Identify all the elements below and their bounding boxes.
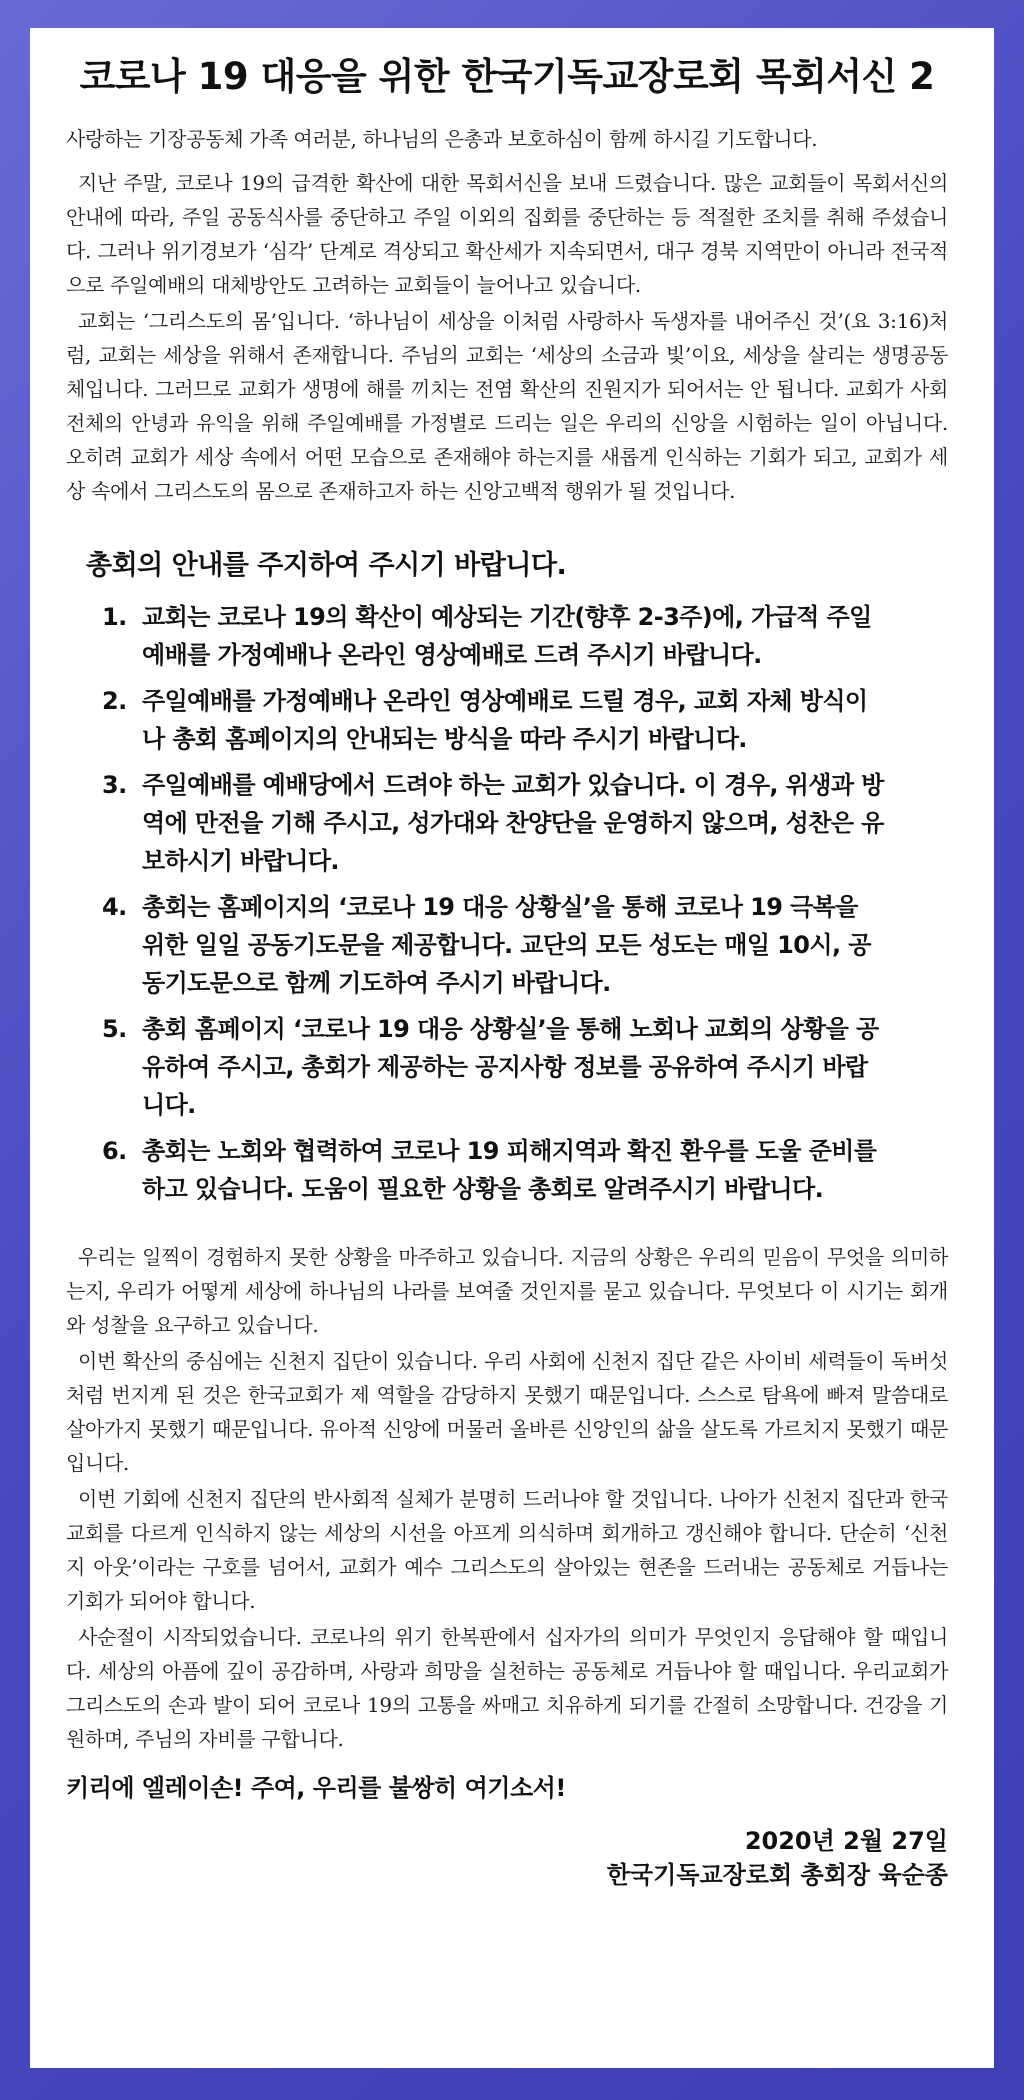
notice-item-number: 3. [102, 771, 127, 799]
intro-paragraph-2: 교회는 ‘그리스도의 몸’입니다. ‘하나님이 세상을 이처럼 사랑하사 독생자를 내어주신 것’(요 3:16)처럼, 교회는 세상을 위해서 존재합니다. 주님의 교회는 ‘세상의 소금과 빛’이요, 세상을 살리는 생명공동체입니다. 그러므로 교회가 생명에 해를 끼치는 전염 확산의 진원지가 되어서는 안 됩니다. 교회가 사회 전체의 안녕과 유익을 위해 주일예배를 가정별로 드리는 일은 우리의 신앙을 시험하는 일이 아닙니다. 오히려 교회가 세상 속에서 어떤 모습으로 존재해야 하는지를 새롭게 인식하는 기회가 되고, 교회가 세상 속에서 그리스도의 몸으로 존재하고자 하는 신앙고백적 행위가 될 것입니다. [66, 309, 948, 503]
notice-item-text: 총회는 노회와 협력하여 코로나 19 피해지역과 확진 환우를 도울 준비를 하고 있습니다. 도움이 필요한 상황을 총회로 알려주시기 바랍니다. [142, 1137, 877, 1203]
page-title: 코로나 19 대응을 위한 한국기독교장로회 목회서신 2 [79, 55, 935, 98]
notice-item-text: 교회는 코로나 19의 확산이 예상되는 기간(향후 2-3주)에, 가급적 주일예배를 가정예배나 온라인 영상예배로 드려 주시기 바랍니다. [142, 603, 872, 669]
closing-prayer: 키리에 엘레이손! 주여, 우리를 불쌍히 여기소서! [66, 1774, 566, 1802]
body-paragraph-2: 이번 확산의 중심에는 신천지 집단이 있습니다. 우리 사회에 신천지 집단 같은 사이비 세력들이 독버섯처럼 번지게 된 것은 한국교회가 제 역할을 감당하지 못했기 때문입니다. 스스로 탐욕에 빠져 말씀대로 살아가지 못했기 때문입니다. 유아적 신앙에 머물러 올바른 신앙인의 삶을 살도록 가르치지 못했기 때문입니다. [66, 1349, 948, 1475]
notice-item-number: 1. [102, 603, 127, 631]
intro-paragraph-1: 지난 주말, 코로나 19의 급격한 확산에 대한 목회서신을 보내 드렸습니다. 많은 교회들이 목회서신의 안내에 따라, 주일 공동식사를 중단하고 주일 이외의 집회를 중단하는 등 적절한 조치를 취해 주셨습니다. 그러나 위기경보가 ‘심각’ 단계로 격상되고 확산세가 지속되면서, 대구 경북 지역만이 아니라 전국적으로 주일예배의 대체방안도 고려하는 교회들이 늘어나고 있습니다. [66, 171, 948, 297]
signature-block [66, 1824, 948, 1892]
notice-item-text: 주일예배를 예배당에서 드려야 하는 교회가 있습니다. 이 경우, 위생과 방역에 만전을 기해 주시고, 성가대와 찬양단을 운영하지 않으며, 성찬은 유보하시기 바랍니다. [142, 771, 884, 875]
notice-item-number: 6. [102, 1137, 127, 1165]
signature-author: 한국기독교장로회 총회장 육순종 [606, 1861, 948, 1889]
notice-heading: 총회의 안내를 주지하여 주시기 바랍니다. [86, 550, 567, 581]
notice-item-number: 2. [102, 687, 127, 715]
signature-date: 2020년 2월 27일 [744, 1827, 948, 1855]
body-paragraph-4: 사순절이 시작되었습니다. 코로나의 위기 한복판에서 십자가의 의미가 무엇인지 응답해야 할 때입니다. 세상의 아픔에 깊이 공감하며, 사랑과 희망을 실천하는 공동체로 거듭나야 할 때입니다. 우리교회가 그리스도의 손과 발이 되어 코로나 19의 고통을 싸매고 치유하게 되기를 간절히 소망합니다. 건강을 기원하며, 주님의 자비를 구합니다. [66, 1625, 948, 1751]
body-paragraph-3: 이번 기회에 신천지 집단의 반사회적 실체가 분명히 드러나야 할 것입니다. 나아가 신천지 집단과 한국교회를 다르게 인식하지 않는 세상의 시선을 아프게 의식하며 회개하고 갱신해야 합니다. 단순히 ‘신천지 아웃’이라는 구호를 넘어서, 교회가 예수 그리스도의 살아있는 현존을 드러내는 공동체로 거듭나는 기회가 되어야 합니다. [66, 1487, 948, 1613]
notice-item [66, 682, 948, 758]
notice-item [66, 1132, 948, 1208]
notice-item [66, 888, 948, 1002]
body-paragraph-1: 우리는 일찍이 경험하지 못한 상황을 마주하고 있습니다. 지금의 상황은 우리의 믿음이 무엇을 의미하는지, 우리가 어떻게 세상에 하나님의 나라를 보여줄 것인지를 묻고 있습니다. 무엇보다 이 시기는 회개와 성찰을 요구하고 있습니다. [66, 1245, 948, 1337]
notice-item-text: 총회 홈페이지 ‘코로나 19 대응 상황실’을 통해 노회나 교회의 상황을 공유하여 주시고, 총회가 제공하는 공지사항 정보를 공유하여 주시기 바랍니다. [142, 1015, 879, 1119]
notice-item [66, 598, 948, 674]
notice-item-text: 주일예배를 가정예배나 온라인 영상예배로 드릴 경우, 교회 자체 방식이나 총회 홈페이지의 안내되는 방식을 따라 주시기 바랍니다. [142, 687, 868, 753]
notice-item-number: 5. [102, 1015, 127, 1043]
letter-page [30, 28, 994, 2068]
notice-item-number: 4. [102, 893, 127, 921]
notice-list [66, 598, 948, 1208]
notice-item [66, 766, 948, 880]
notice-item-text: 총회는 홈페이지의 ‘코로나 19 대응 상황실’을 통해 코로나 19 극복을 위한 일일 공동기도문을 제공합니다. 교단의 모든 성도는 매일 10시, 공동기도문으로 함께 기도하여 주시기 바랍니다. [142, 893, 871, 997]
notice-item [66, 1010, 948, 1124]
greeting-paragraph: 사랑하는 기장공동체 가족 여러분, 하나님의 은총과 보호하심이 함께 하시길 기도합니다. [66, 127, 818, 151]
